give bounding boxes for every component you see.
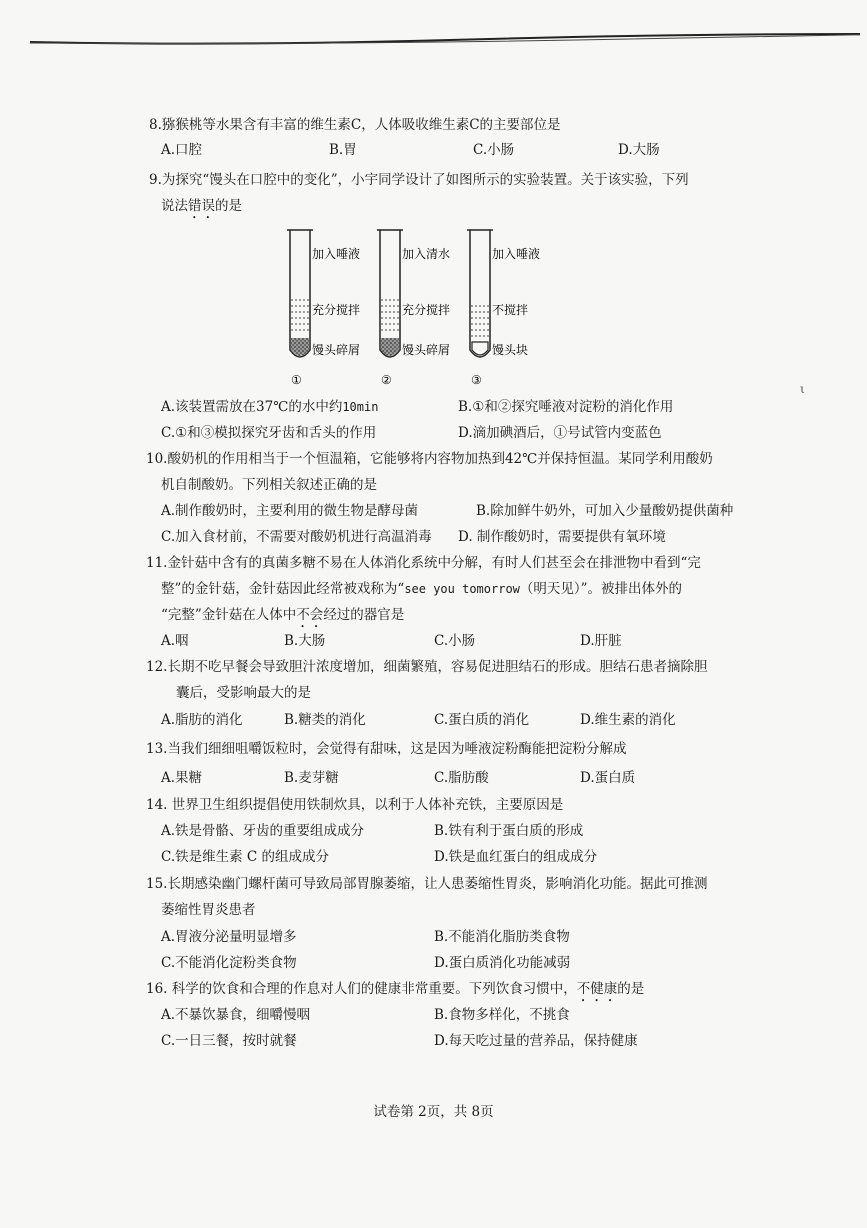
q9-option-c: C.①和③模拟探究牙齿和舌头的作用 [161,425,377,441]
tube-1-top-label: 加入唾液 [312,247,361,261]
tube-1-bottom-label: 馒头碎屑 [312,343,361,357]
q9-stem-emphasis: 错误 [188,198,215,214]
q9-stem-post: 的是 [215,198,242,214]
q14-stem: 14. 世界卫生组织提倡使用铁制炊具，以利于人体补充铁，主要原因是 [146,797,564,813]
q11-stem-line3-post: 经过的器官是 [323,607,405,623]
tube-3-top-label: 加入唾液 [492,247,541,261]
q11-stem-emphasis: 不会 [296,607,324,623]
q14-option-b: B.铁有利于蛋白质的形成 [434,823,584,839]
tube-3-number: ③ [471,373,482,387]
q11-stem-line2-pre: 整”的金针菇，金针菇因此经常被戏称为“ [161,581,405,597]
q15-stem-line2: 萎缩性胃炎患者 [161,902,256,918]
q11-stem-line3 [161,605,404,631]
q15-stem-line1: 15.长期感染幽门螺杆菌可导致局部胃腺萎缩，让人患萎缩性胃炎，影响消化功能。据此可推测 [146,876,708,892]
tube-2-number: ② [381,373,392,387]
tube-1-mid-label: 充分搅拌 [312,303,361,317]
q12-stem-line1: 12.长期不吃早餐会导致胆汁浓度增加，细菌繁殖，容易促进胆结石的形成。胆结石患者摘除胆 [146,659,708,675]
q11-stem-line2 [161,579,682,599]
q15-option-a: A.胃液分泌量明显增多 [161,929,297,945]
test-tube-svg [270,222,570,390]
q13-option-a: A.果糖 [161,770,203,786]
q10-option-d: D. 制作酸奶时，需要提供有氧环境 [458,529,666,545]
page-footer: 试卷第 2页，共 8页 [373,1104,494,1120]
q12-option-d: D.维生素的消化 [580,712,676,728]
tube-2 [377,230,403,357]
tube-1 [287,230,313,357]
q16-stem [146,979,644,1005]
q13-stem: 13.当我们细细咀嚼饭粒时，会觉得有甜味，这是因为唾液淀粉酶能把淀粉分解成 [146,741,627,757]
q8-option-d: D.大肠 [618,142,660,158]
q9-option-b: B.①和②探究唾液对淀粉的消化作用 [458,399,674,415]
q16-option-b: B.食物多样化，不挑食 [434,1007,570,1023]
q12-option-c: C.蛋白质的消化 [434,712,530,728]
q9-option-a [161,397,378,417]
q14-option-a: A.铁是骨骼、牙齿的重要组成成分 [161,823,365,839]
q16-option-c: C.一日三餐，按时就餐 [161,1033,297,1049]
q16-option-d: D.每天吃过量的营养品，保持健康 [434,1033,638,1049]
q13-option-b: B.麦芽糖 [284,770,339,786]
q12-stem-line2: 囊后，受影响最大的是 [176,685,311,701]
q9-stem-line1: 9.为探究“馒头在口腔中的变化”，小宇同学设计了如图所示的实验装置。关于该实验，下列 [149,172,689,188]
q8-option-b: B.胃 [329,142,357,158]
q14-option-c: C.铁是维生素 C 的组成成分 [161,849,330,865]
q16-option-a: A.不暴饮暴食，细嚼慢咽 [161,1007,311,1023]
q9-stem-pre: 说法 [161,198,188,214]
scan-top-border [30,30,860,50]
q13-option-d: D.蛋白质 [580,770,636,786]
q10-option-b: B.除加鲜牛奶外，可加入少量酸奶提供菌种 [476,503,734,519]
q10-stem-line2: 机自制酸奶。下列相关叙述正确的是 [161,477,377,493]
q8-option-a: A.口腔 [161,142,203,158]
q8-stem: 8.猕猴桃等水果含有丰富的维生素C，人体吸收维生素C的主要部位是 [149,117,561,133]
q11-option-d: D.肝脏 [580,633,622,649]
q14-option-d: D.铁是血红蛋白的组成成分 [434,849,598,865]
q11-option-c: C.小肠 [434,633,476,649]
q12-option-a: A.脂肪的消化 [161,712,243,728]
q11-stem-line2-english: see you tomorrow [404,582,520,596]
scan-margin-mark: ι [800,382,805,396]
q13-option-c: C.脂肪酸 [434,770,489,786]
tube-3-mid-label: 不搅拌 [492,303,529,317]
tube-2-bottom-label: 馒头碎屑 [402,343,451,357]
tube-2-mid-label: 充分搅拌 [402,303,451,317]
q11-option-b: B.大肠 [284,633,326,649]
q11-option-a: A.咽 [161,633,189,649]
q15-option-b: B.不能消化脂肪类食物 [434,929,570,945]
q12-option-b: B.糖类的消化 [284,712,366,728]
q8-option-c: C.小肠 [473,142,515,158]
q9-option-a-text: A.该装置需放在37℃的水中约 [161,399,343,415]
q16-stem-emphasis: 不健康 [576,981,618,997]
tube-2-top-label: 加入清水 [402,247,451,261]
test-tube-figure [270,222,570,390]
q9-option-a-time: 10min [342,400,379,414]
q16-stem-post: 的是 [617,981,645,997]
q16-stem-pre: 16. 科学的饮食和合理的作息对人们的健康非常重要。下列饮食习惯中， [146,981,577,997]
q11-stem-line1: 11.金针菇中含有的真菌多糖不易在人体消化系统中分解，有时人们甚至会在排泄物中看到“完 [146,555,701,571]
q15-option-d: D.蛋白质消化功能减弱 [434,955,571,971]
q11-stem-line3-pre: “完整”金针菇在人体中 [161,607,297,623]
tube-3 [467,230,493,357]
tube-1-number: ① [291,373,302,387]
q11-stem-line2-post: （明天见）”。被排出体外的 [519,581,683,597]
tube-3-bottom-label: 馒头块 [492,343,529,357]
q10-option-a: A.制作酸奶时，主要利用的微生物是酵母菌 [161,503,419,519]
q9-stem-line2 [161,196,242,222]
q10-stem-line1: 10.酸奶机的作用相当于一个恒温箱，它能够将内容物加热到42℃并保持恒温。某同学利用酸奶 [146,451,713,467]
q10-option-c: C.加入食材前，不需要对酸奶机进行高温消毒 [161,529,432,545]
q15-option-c: C.不能消化淀粉类食物 [161,955,297,971]
q9-option-d: D.滴加碘酒后，①号试管内变蓝色 [458,425,662,441]
